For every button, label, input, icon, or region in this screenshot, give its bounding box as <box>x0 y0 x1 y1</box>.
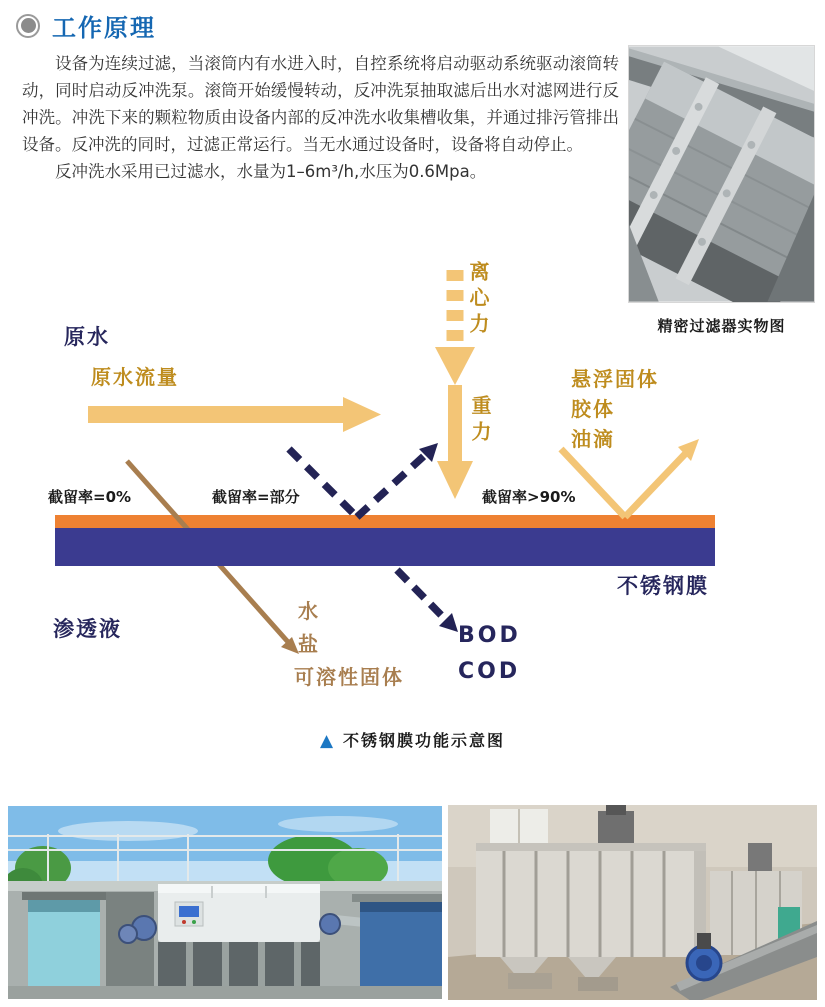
membrane-bar-body <box>55 528 715 566</box>
label-water: 水 <box>298 599 320 623</box>
section-bullet-icon <box>16 14 40 38</box>
label-raw-water-flow: 原水流量 <box>91 365 179 389</box>
installation-render-photo <box>8 806 442 999</box>
label-bod: BOD <box>458 623 521 648</box>
label-raw-water: 原水 <box>64 325 110 349</box>
raw-water-flow-arrow <box>88 397 381 432</box>
caption-triangle-icon: ▲ <box>319 731 334 751</box>
section-header <box>16 8 156 43</box>
precision-filter-caption: 精密过滤器实物图 <box>657 317 786 335</box>
label-salt: 盐 <box>298 632 320 656</box>
label-retention-high: 截留率>90% <box>482 488 576 506</box>
partial-retention-arrow <box>289 443 438 517</box>
installation-render-art <box>8 806 442 999</box>
label-centrifugal-force: 离心力 <box>466 261 490 339</box>
site-equipment-photo <box>448 805 817 1000</box>
bod-cod-arrow <box>397 570 458 632</box>
label-colloids: 胶体 <box>571 397 615 421</box>
site-equipment-art <box>448 805 817 1000</box>
label-oil-droplets: 油滴 <box>571 427 615 451</box>
label-retention-partial: 截留率=部分 <box>212 488 300 506</box>
diagram-arrows <box>0 255 825 705</box>
label-retention-zero: 截留率=0% <box>48 488 132 506</box>
label-permeate: 渗透液 <box>53 617 122 641</box>
paragraph-2: 反冲洗水采用已过滤水，水量为1–6m³/h,水压为0.6Mpa。 <box>55 162 487 181</box>
body-text <box>22 50 619 185</box>
label-cod: COD <box>458 659 521 684</box>
label-suspended-solids: 悬浮固体 <box>571 367 659 391</box>
label-gravity: 重力 <box>468 395 492 447</box>
label-membrane: 不锈钢膜 <box>617 574 709 598</box>
label-soluble-solids: 可溶性固体 <box>294 665 404 689</box>
membrane-diagram <box>0 255 825 705</box>
section-title: 工作原理 <box>52 14 156 42</box>
paragraph-1: 设备为连续过滤，当滚筒内有水进入时，自控系统将启动驱动系统驱动滚筒转动，同时启动反冲洗泵。滚筒开始缓慢转动，反冲洗泵抽取滤后出水对滤网进行反冲洗。冲洗下来的颗粒物质由设备内部的反冲洗水收集槽收集，并通过排污管排出设备。反冲洗的同时，过滤正常运行。当无水通过设备时，设备将自动停止。 <box>22 54 619 154</box>
membrane-bar <box>55 515 715 528</box>
diagram-caption-text: 不锈钢膜功能示意图 <box>343 731 506 750</box>
diagram-caption <box>0 728 825 751</box>
